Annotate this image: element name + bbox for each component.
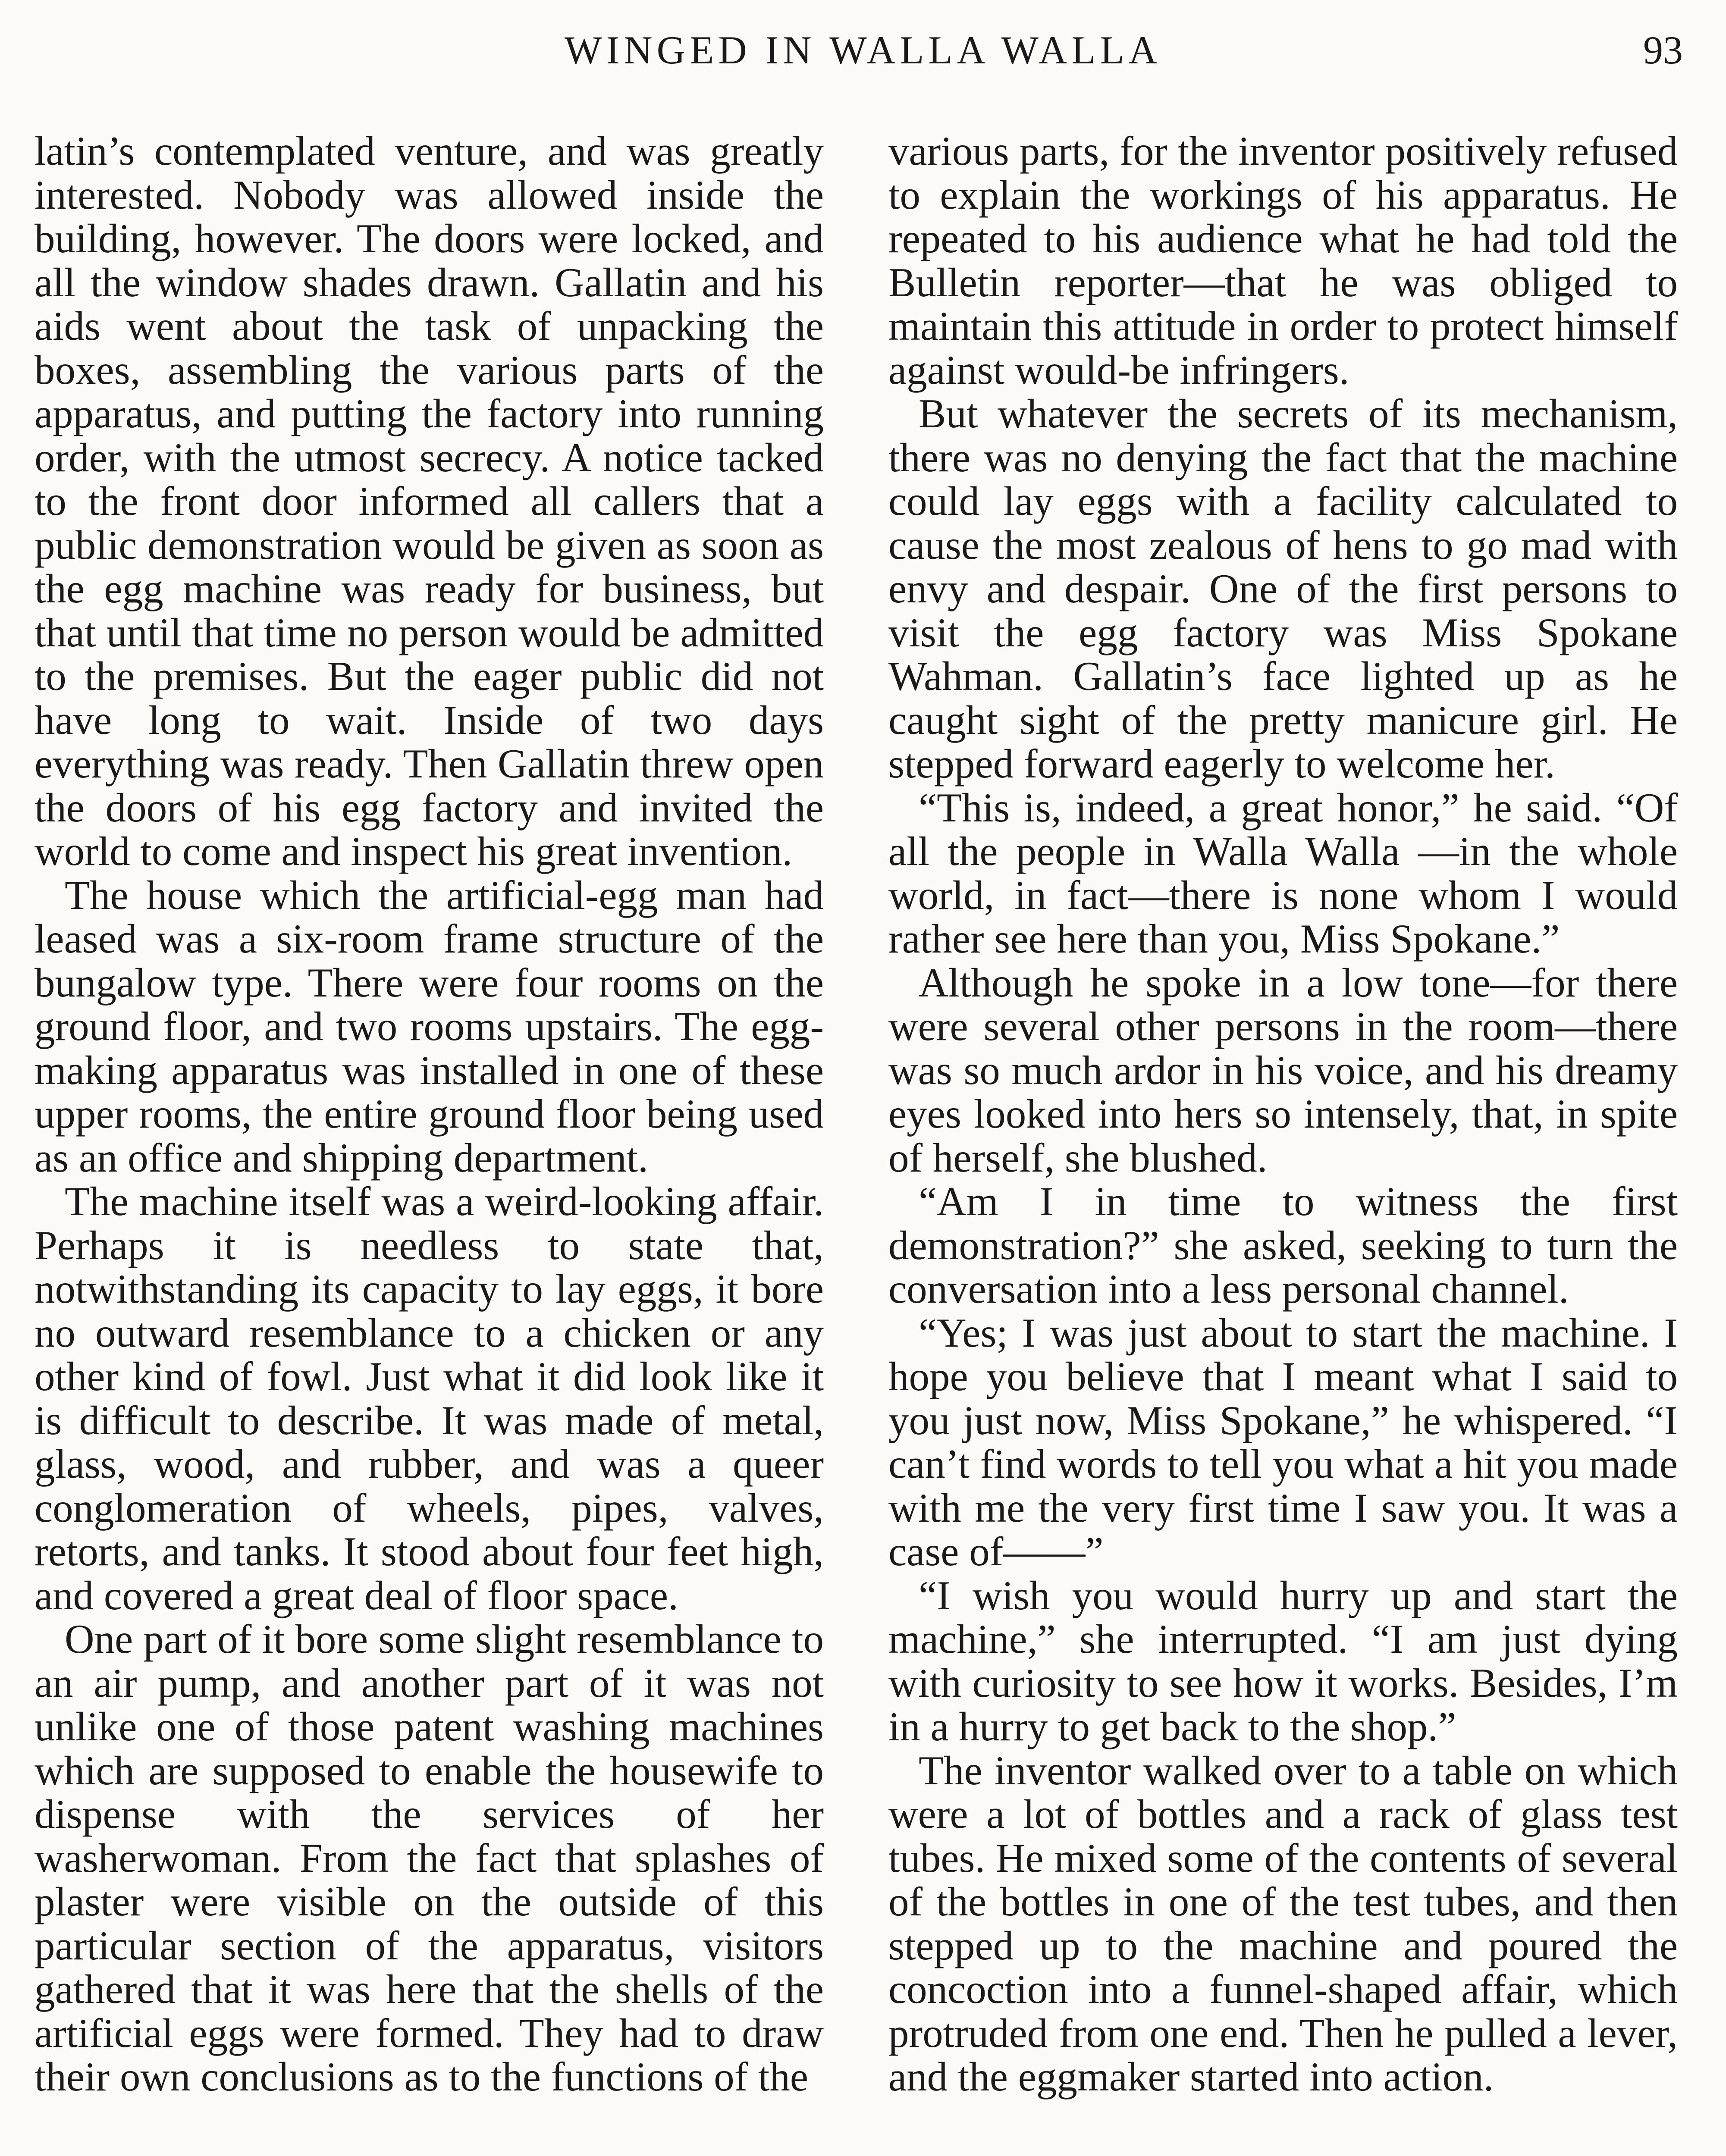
left-column bbox=[35, 129, 824, 2099]
paragraph: latin’s contemplated venture, and was greatly interested. Nobody was allowed inside the building, however. The doors were locked, and all the window shades drawn. Gallatin and his aids went about the task of unpacking the boxes, assembling the various parts of the apparatus, and putting the factory into running order, with the utmost secrecy. A notice tacked to the front door informed all callers that a public demonstration would be given as soon as the egg machine was ready for business, but that until that time no person would be admitted to the premises. But the eager public did not have long to wait. Inside of two days everything was ready. Then Gallatin threw open the doors of his egg factory and invited the world to come and inspect his great invention. bbox=[35, 128, 824, 874]
running-title: WINGED IN WALLA WALLA bbox=[564, 28, 1162, 72]
running-head bbox=[35, 17, 1691, 91]
paragraph: The inventor walked over to a table on which were a lot of bottles and a rack of glass test tubes. He mixed some of the contents of several of the bottles in one of the test tubes, and then stepped up to the machine and poured the concoction into a funnel-shaped affair, which protruded from one end. Then he pulled a lever, and the eggmaker started into action. bbox=[888, 1747, 1678, 2100]
paragraph: “Am I in time to witness the first demonstration?” she asked, seeking to turn the conversation into a less personal channel. bbox=[888, 1178, 1678, 1312]
paragraph: The house which the artificial-egg man had leased was a six-room frame structure of the bungalow type. There were four rooms on the ground floor, and two rooms upstairs. The egg-making apparatus was installed in one of these upper rooms, the entire ground floor being used as an office and shipping department. bbox=[35, 872, 824, 1181]
paragraph: “This is, indeed, a great honor,” he said. “Of all the people in Walla Walla —in the whole world, in fact—there is none whom I would rather see here than you, Miss Spokane.” bbox=[888, 784, 1678, 962]
paragraph: “Yes; I was just about to start the machine. I hope you believe that I meant what I said to you just now, Miss Spokane,” he whispered. “I can’t find words to tell you what a hit you made with me the very first time I saw you. It was a case of——” bbox=[888, 1310, 1678, 1574]
paragraph: various parts, for the inventor positively refused to explain the workings of his apparatus. He repeated to his audience what he had told the Bulletin reporter—that he was obliged to maintain this attitude in order to protect himself against would-be infringers. bbox=[888, 128, 1678, 393]
right-column bbox=[888, 129, 1678, 2099]
paragraph: But whatever the secrets of its mechanism, there was no denying the fact that the machine could lay eggs with a facility calculated to cause the most zealous of hens to go mad with envy and despair. One of the first persons to visit the egg factory was Miss Spokane Wahman. Gallatin’s face lighted up as he caught sight of the pretty manicure girl. He stepped forward eagerly to welcome her. bbox=[888, 391, 1678, 787]
page-number: 93 bbox=[1643, 28, 1683, 72]
paragraph: The machine itself was a weird-looking affair. Perhaps it is needless to state that, notwithstanding its capacity to lay eggs, it bore no outward resemblance to a chicken or any other kind of fowl. Just what it did look like it is difficult to describe. It was made of metal, glass, wood, and rubber, and was a queer conglomeration of wheels, pipes, valves, retorts, and tanks. It stood about four feet high, and covered a great deal of floor space. bbox=[35, 1178, 824, 1618]
paragraph: “I wish you would hurry up and start the machine,” she interrupted. “I am just dying with curiosity to see how it works. Besides, I’m in a hurry to get back to the shop.” bbox=[888, 1572, 1678, 1749]
paragraph: One part of it bore some slight resemblance to an air pump, and another part of it was not unlike one of those patent washing machines which are supposed to enable the housewife to dispense with the services of her washerwoman. From the fact that splashes of plaster were visible on the outside of this particular section of the apparatus, visitors gathered that it was here that the shells of the artificial eggs were formed. They had to draw their own conclusions as to the functions of the bbox=[35, 1616, 824, 2100]
paragraph: Although he spoke in a low tone—for there were several other persons in the room—there was so much ardor in his voice, and his dreamy eyes looked into hers so intensely, that, in spite of herself, she blushed. bbox=[888, 959, 1678, 1181]
